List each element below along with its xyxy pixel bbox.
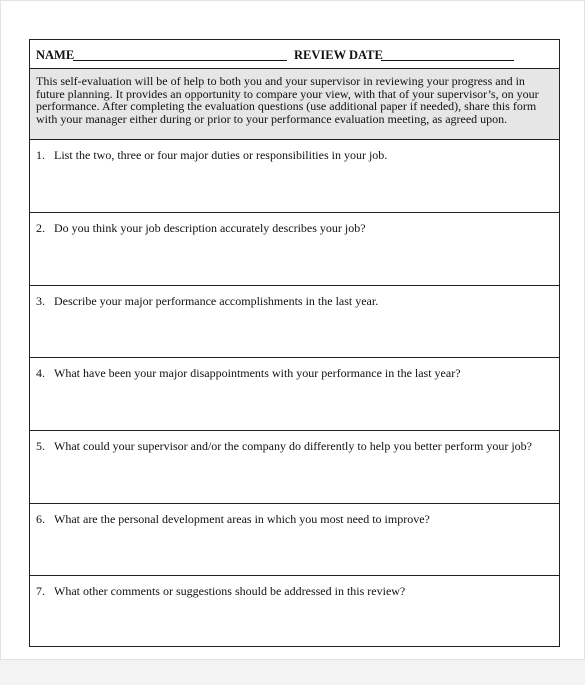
question-number: 3.	[36, 294, 45, 308]
question-text: What other comments or suggestions should be addressed in this review?	[54, 584, 406, 598]
question-row-6[interactable]	[30, 504, 559, 576]
question-text: Describe your major performance accomplishments in the last year.	[54, 294, 379, 308]
page-bottom-strip	[0, 659, 585, 685]
question-number: 5.	[36, 439, 45, 453]
question-row-7[interactable]	[30, 576, 559, 647]
question-number: 7.	[36, 584, 45, 598]
question-number: 2.	[36, 221, 45, 235]
name-label: NAME	[36, 48, 75, 62]
question-text: What could your supervisor and/or the company do differently to help you better perform your job?	[54, 439, 532, 453]
intro-instructions: This self-evaluation will be of help to both you and your supervisor in reviewing your progress and in future planning. It provides an opportunity to compare your view, with that of your supervisor’s, on your performance. After completing the evaluation questions (use additional paper if needed), share this form with your manager either during or prior to your performance evaluation meeting, as agreed upon.	[30, 69, 559, 140]
question-text: What are the personal development areas in which you most need to improve?	[54, 512, 430, 526]
question-row-5[interactable]	[30, 431, 559, 504]
question-text: Do you think your job description accurately describes your job?	[54, 221, 366, 235]
name-field[interactable]	[73, 60, 287, 61]
question-number: 6.	[36, 512, 45, 526]
question-row-3[interactable]	[30, 286, 559, 358]
question-number: 4.	[36, 366, 45, 380]
review-date-field[interactable]	[381, 60, 514, 61]
form-header-row	[30, 40, 559, 69]
question-row-4[interactable]	[30, 358, 559, 431]
question-text: List the two, three or four major duties or responsibilities in your job.	[54, 148, 388, 162]
review-date-label: REVIEW DATE	[294, 48, 383, 62]
question-text: What have been your major disappointments with your performance in the last year?	[54, 366, 461, 380]
self-evaluation-form	[29, 39, 560, 647]
question-row-1[interactable]	[30, 140, 559, 213]
question-number: 1.	[36, 148, 45, 162]
question-row-2[interactable]	[30, 213, 559, 286]
